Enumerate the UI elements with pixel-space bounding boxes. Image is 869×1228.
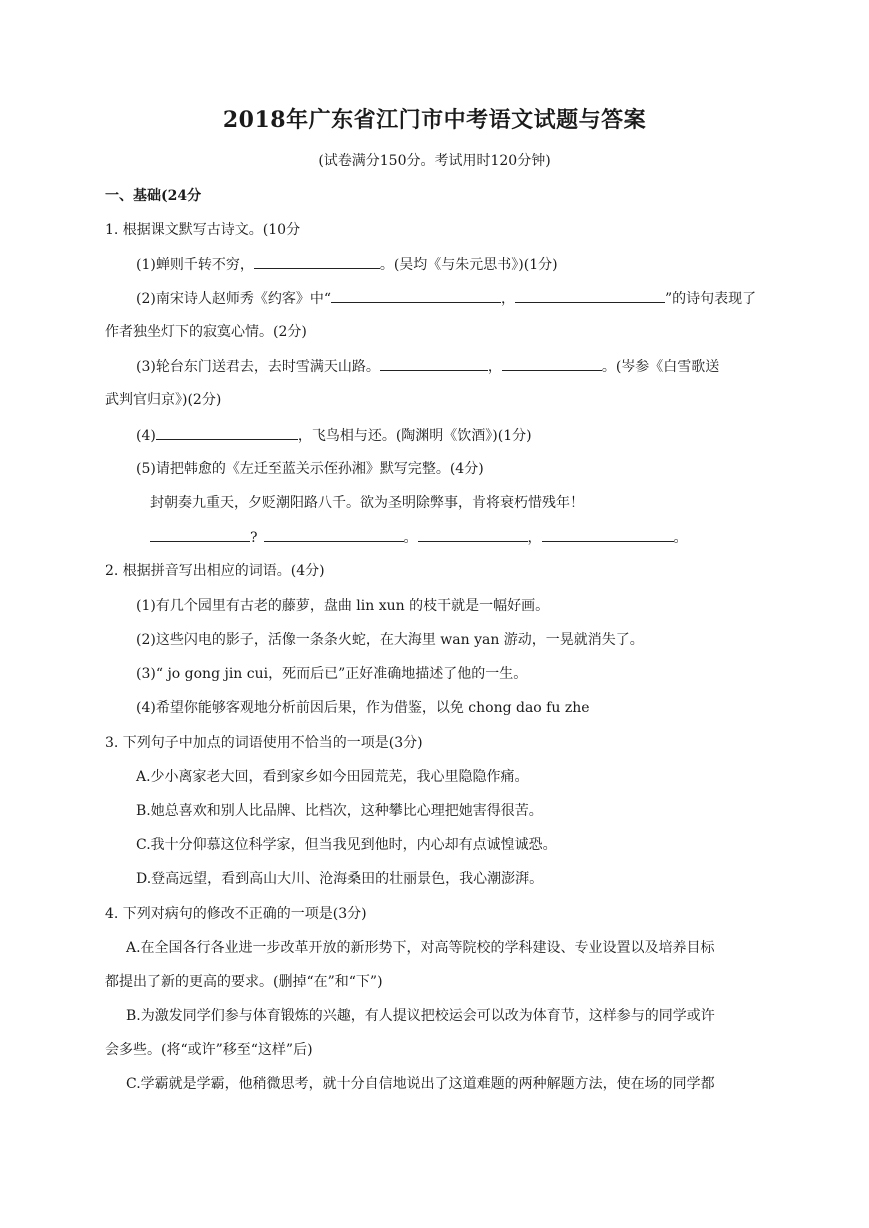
q1-part3-cont: 武判官归京》)(2分) [105,392,222,408]
page-subtitle: (试卷满分150分。考试用时120分钟) [318,153,551,169]
q1-part5: (5)请把韩愈的《左迁至蓝关示侄孙湘》默写完整。(4分) [136,461,484,477]
q3-option-c: C.我十分仰慕这位科学家，但当我见到他时，内心却有点诚惶诚恐。 [136,837,557,853]
q1-poem-blanks: ? 。 ， 。 [150,527,688,548]
question-4-stem: 4. 下列对病句的修改不正确的一项是(3分) [105,906,367,922]
q3-option-b: B.她总喜欢和别人比品牌、比档次，这种攀比心理把她害得很苦。 [136,803,543,819]
q4-option-b-cont: 会多些。(将“或许”移至“这样”后) [105,1042,313,1058]
q1-part4: (4) ，飞鸟相与还。(陶渊明《饮酒》)(1分) [136,425,532,446]
page-title: 2018年广东省江门市中考语文试题与答案 [222,107,647,133]
question-2-stem: 2. 根据拼音写出相应的词语。(4分) [105,563,325,579]
answer-blank[interactable] [331,288,501,303]
answer-blank[interactable] [515,288,665,303]
answer-blank[interactable] [418,527,528,542]
q1-poem: 封朝奏九重天，夕贬潮阳路八千。欲为圣明除弊事，肯将衰朽惜残年！ [150,495,584,511]
q2-item: (3)“ jo gong jin cui，死而后已”正好准确地描述了他的一生。 [136,666,528,682]
q4-option-b: B.为激发同学们参与体育锻炼的兴趣，有人提议把校运会可以改为体育节，这样参与的同学或许 [126,1008,715,1024]
answer-blank[interactable] [264,527,404,542]
q2-item: (4)希望你能够客观地分析前因后果，作为借鉴，以免 chong dao fu zhe [136,700,590,716]
q3-option-d: D.登高远望，看到高山大川、沧海桑田的壮丽景色，我心潮澎湃。 [136,871,544,887]
question-1-stem: 1. 根据课文默写古诗文。(10分 [105,222,301,238]
q4-option-a-cont: 都提出了新的更高的要求。(删掉“在”和“下”) [105,974,383,990]
answer-blank[interactable] [150,527,250,542]
question-3-stem: 3. 下列句子中加点的词语使用不恰当的一项是(3分) [105,735,423,751]
answer-blank[interactable] [156,425,298,440]
q4-option-a: A.在全国各行各业进一步改革开放的新形势下，对高等院校的学科建设、专业设置以及培养目标 [126,940,715,956]
q1-part1: (1)蝉则千转不穷， 。(吴均《与朱元思书》)(1分) [136,254,558,275]
q4-option-c: C.学霸就是学霸，他稍微思考，就十分自信地说出了这道难题的两种解题方法，使在场的同学都 [126,1076,715,1092]
q1-part2-cont: 作者独坐灯下的寂寞心情。(2分) [105,324,307,340]
q1-part2: (2)南宋诗人赵师秀《约客》中“ ， ”的诗句表现了 [136,288,756,309]
answer-blank[interactable] [254,254,380,269]
q3-option-a: A.少小离家老大回，看到家乡如今田园荒芜，我心里隐隐作痛。 [136,769,529,785]
q2-item: (1)有几个园里有古老的藤萝，盘曲 lin xun 的枝干就是一幅好画。 [136,598,550,614]
answer-blank[interactable] [542,527,674,542]
answer-blank[interactable] [502,356,602,371]
section-heading: 一、基础(24分 [105,188,202,204]
answer-blank[interactable] [380,356,488,371]
q2-item: (2)这些闪电的影子，活像一条条火蛇，在大海里 wan yan 游动，一晃就消失了。 [136,632,644,648]
q1-part3: (3)轮台东门送君去，去时雪满天山路。 ， 。(岑参《白雪歌送 [136,356,719,377]
